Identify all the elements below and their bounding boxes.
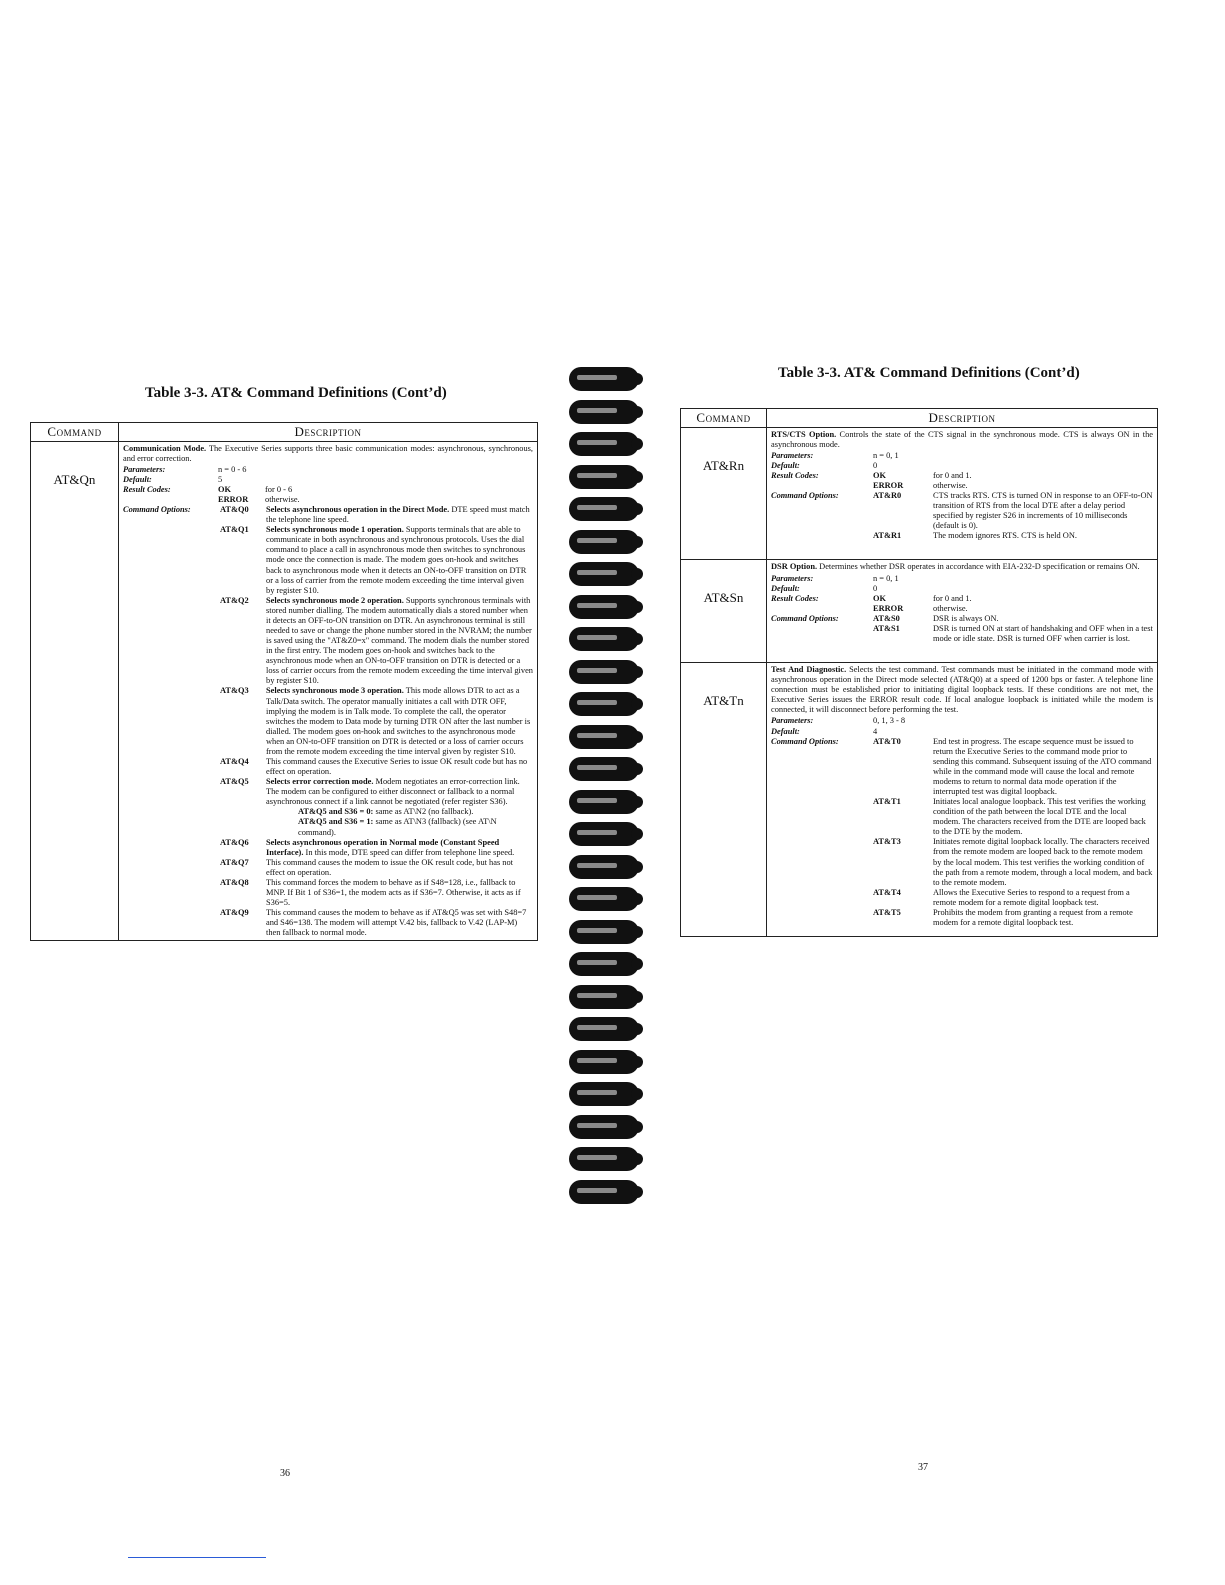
binding-ring	[569, 1115, 639, 1139]
description-cell	[119, 441, 538, 941]
parameters-row: Parameters: n = 0, 1	[771, 450, 899, 460]
default-row: Default: 4	[771, 726, 878, 736]
binding-ring	[569, 465, 639, 489]
binding-ring	[569, 692, 639, 716]
binding-ring	[569, 855, 639, 879]
option-row: AT&Q4 This command causes the Executive Series to issue OK result code but has no effect on operation.	[220, 757, 528, 777]
command-name: AT&Sn	[681, 560, 767, 663]
option-row: AT&T5 Prohibits the modem from granting a request from a remote modem for a remote digital loopback test.	[873, 907, 1133, 928]
command-table	[680, 408, 1158, 937]
option-row: AT&Q5 Selects error correction mode. Modem negotiates an error-correction link. The modem can be configured to either disconnect or fallback to a normal asynchronous connect if a link cannot be negotiated (refer register S36). AT&Q5 and S36 = 0: same as AT\N2 (no fallback). AT&Q5 and S36 = 1: same as AT\N3 (fallback) (see AT\N command).	[123, 777, 533, 837]
option-row: AT&Q6 Selects asynchronous operation in Normal mode (Constant Speed Interface). In this mode, DTE speed can differ from telephone line speed.	[220, 837, 515, 857]
result-codes-row: Result Codes: OK for 0 and 1.	[771, 593, 972, 603]
parameters-row: Parameters: n = 0 - 6	[123, 464, 247, 474]
option-row: AT&R1 The modem ignores RTS. CTS is held ON.	[873, 531, 1077, 541]
result-codes-row: Result Codes: OK for 0 - 6	[123, 484, 293, 494]
column-header-command: Command	[31, 423, 119, 442]
intro-text: Test And Diagnostic. Selects the test command. Test commands must be initiated in the command mode with asynchronous operation in the Direct mode selected (AT&Q0) at a speed of 1200 bps or faster. A telephone line connection must be established prior to initiating digital loopback tests. If these conditions are not met, the Executive Series issues the ERROR result code. If local analogue loopback is initiated while the modem is connected, it will disconnect before performing the test.	[771, 665, 1154, 715]
option-row: AT&Q7 This command causes the modem to issue the OK result code, but has not effect on operation.	[220, 857, 514, 877]
result-codes-row: ERROR otherwise.	[218, 494, 300, 504]
option-row: AT&T4 Allows the Executive Series to respond to a request from a remote modem for a remote digital loopback test.	[873, 887, 1130, 907]
binding-ring	[569, 400, 639, 424]
option-subnote: AT&Q5 and S36 = 1: same as AT\N3 (fallback) (see AT\N command).	[298, 817, 497, 837]
result-codes-row: ERROR otherwise.	[873, 480, 968, 490]
option-row: AT&Q9 This command causes the modem to behave as if AT&Q5 was set with S48=7 and S46=138. The modem will attempt V.42 bis, fallback to V.42 (LAP-M) then fallback to normal mode.	[220, 908, 527, 938]
binding-ring	[569, 595, 639, 619]
option-row: AT&T3 Initiates remote digital loopback locally. The characters received from the remote modem are looped back to the remote modem by the local modem. This test verifies the working condition of the path from a remote modem, through a local modem, and back to the remote modem.	[873, 837, 1153, 887]
option-row: Command Options: AT&Q0 Selects asynchronous operation in the Direct Mode. DTE speed must match the telephone line speed.	[123, 505, 530, 525]
underline-mark	[128, 1557, 266, 1558]
command-table	[30, 422, 538, 941]
option-row: AT&T1 Initiates local analogue loopback. This test verifies the working condition of the path between the local DTE and the local modem. The characters received from the DTE are looped back to the DTE by the modem.	[873, 797, 1146, 837]
default-row: Default: 0	[771, 460, 878, 470]
default-row: Default: 5	[123, 474, 223, 484]
spiral-binding	[565, 355, 650, 1215]
parameters-row: Parameters: n = 0, 1	[771, 573, 899, 583]
binding-ring	[569, 367, 639, 391]
option-row: AT&Q1 Selects synchronous mode 1 operation. Supports terminals that are able to communicate in both asynchronous and synchronous protocols. Uses the dial command to place a call in asynchronous mode then switches to synchronous mode once the connection is made. The modem goes on-hook and switches back to asynchronous mode when it detects an ON-to-OFF transition on DTR or a loss of carrier from the remote modem exceeding the time interval given by register S10.	[220, 525, 527, 595]
binding-ring	[569, 887, 639, 911]
binding-ring	[569, 725, 639, 749]
command-name: AT&Rn	[681, 427, 767, 560]
intro-text: Communication Mode. The Executive Series supports three basic communication modes: asynchronous, synchronous, and error correction.	[123, 443, 533, 463]
column-header-description: Description	[119, 423, 538, 442]
binding-ring	[569, 497, 639, 521]
table-title: Table 3-3. AT& Command Definitions (Cont’d)	[145, 385, 447, 401]
intro-text: RTS/CTS Option. Controls the state of the CTS signal in the synchronous mode. CTS is always ON in the asynchronous mode.	[771, 429, 1153, 449]
option-row: AT&S1 DSR is turned ON at start of handshaking and OFF when in a test mode or idle state. DSR is turned OFF when carrier is lost.	[873, 623, 1153, 643]
binding-ring	[569, 920, 639, 944]
page-number: 36	[280, 1468, 290, 1479]
default-row: Default: 0	[771, 583, 878, 593]
table-row	[681, 427, 1158, 560]
binding-ring	[569, 627, 639, 651]
column-header-command: Command	[681, 409, 767, 428]
binding-ring	[569, 1050, 639, 1074]
binding-ring	[569, 822, 639, 846]
binding-ring	[569, 432, 639, 456]
binding-ring	[569, 660, 639, 684]
description-cell	[767, 560, 1158, 663]
table-row	[681, 663, 1158, 937]
option-row: AT&Q2 Selects synchronous mode 2 operation. Supports synchronous terminals with stored number dialling. The modem automatically dials a stored number when it detects an OFF-to-ON transition on DTR. An asynchronous terminal is still needed to save or change the phone number stored in the NVRAM; the number is saved using the "AT&Z0=x" command. The modem dials the number stored in the first entry. The modem goes on-hook and switches back to the asynchronous mode when an ON-to-OFF transition on DTR is detected or a loss of carrier occurs from the remote modem exceeding the time interval given by register S10.	[220, 595, 533, 686]
page-number: 37	[918, 1462, 928, 1473]
binding-ring	[569, 1180, 639, 1204]
intro-text: DSR Option. Determines whether DSR operates in accordance with EIA-232-D specification or remains ON.	[771, 562, 1140, 572]
table-row	[681, 560, 1158, 663]
command-name: AT&Tn	[681, 663, 767, 937]
table-title: Table 3-3. AT& Command Definitions (Cont’d)	[778, 365, 1080, 381]
binding-ring	[569, 562, 639, 586]
binding-ring	[569, 757, 639, 781]
result-codes-row: Result Codes: OK for 0 and 1.	[771, 470, 972, 480]
option-subnote: AT&Q5 and S36 = 0: same as AT\N2 (no fallback).	[298, 807, 474, 817]
column-header-description: Description	[767, 409, 1158, 428]
option-row: AT&Q3 Selects synchronous mode 3 operation. This mode allows DTR to act as a Talk/Data switch. The operator manually initiates a call with DTR OFF, implying the modem is in Talk mode. To complete the call, the operator switches the modem to Data mode by turning DTR ON after the last number is dialled. The modem goes on-hook and switches to the asynchronous mode when an ON-to-OFF transition on DTR is detected or a loss of carrier occurs from the remote modem exceeding the time interval given by register S10.	[220, 686, 531, 756]
binding-ring	[569, 985, 639, 1009]
description-cell	[767, 663, 1158, 937]
table-row	[31, 441, 538, 941]
binding-ring	[569, 790, 639, 814]
binding-ring	[569, 1147, 639, 1171]
binding-ring	[569, 1082, 639, 1106]
option-row: Command Options: AT&T0 End test in progress. The escape sequence must be issued to return the Executive Series to the command mode prior to sending this command. Subsequent issuing of the ATO command while in the command mode will cause the local and remote modems to return to normal data mode operation if the interrupted test was digital loopback.	[771, 736, 1152, 797]
parameters-row: Parameters: 0, 1, 3 - 8	[771, 716, 906, 726]
option-row: Command Options: AT&S0 DSR is always ON.	[771, 613, 999, 623]
command-name: AT&Qn	[31, 441, 119, 941]
binding-ring	[569, 1017, 639, 1041]
description-cell	[767, 427, 1158, 560]
option-row: AT&Q8 This command forces the modem to behave as if S48=128, i.e., fallback to MNP. If Bit 1 of S36=1, the modem acts as if S36=7. Otherwise, it acts as if S36=5.	[220, 877, 521, 908]
binding-ring	[569, 952, 639, 976]
option-row: Command Options: AT&R0 CTS tracks RTS. CTS is turned ON in response to an OFF-to-ON transition of RTS from the local DTE after a delay period specified by register S26 in increments of 10 milliseconds (default is 0).	[771, 491, 1153, 531]
result-codes-row: ERROR otherwise.	[873, 603, 968, 613]
binding-ring	[569, 530, 639, 554]
